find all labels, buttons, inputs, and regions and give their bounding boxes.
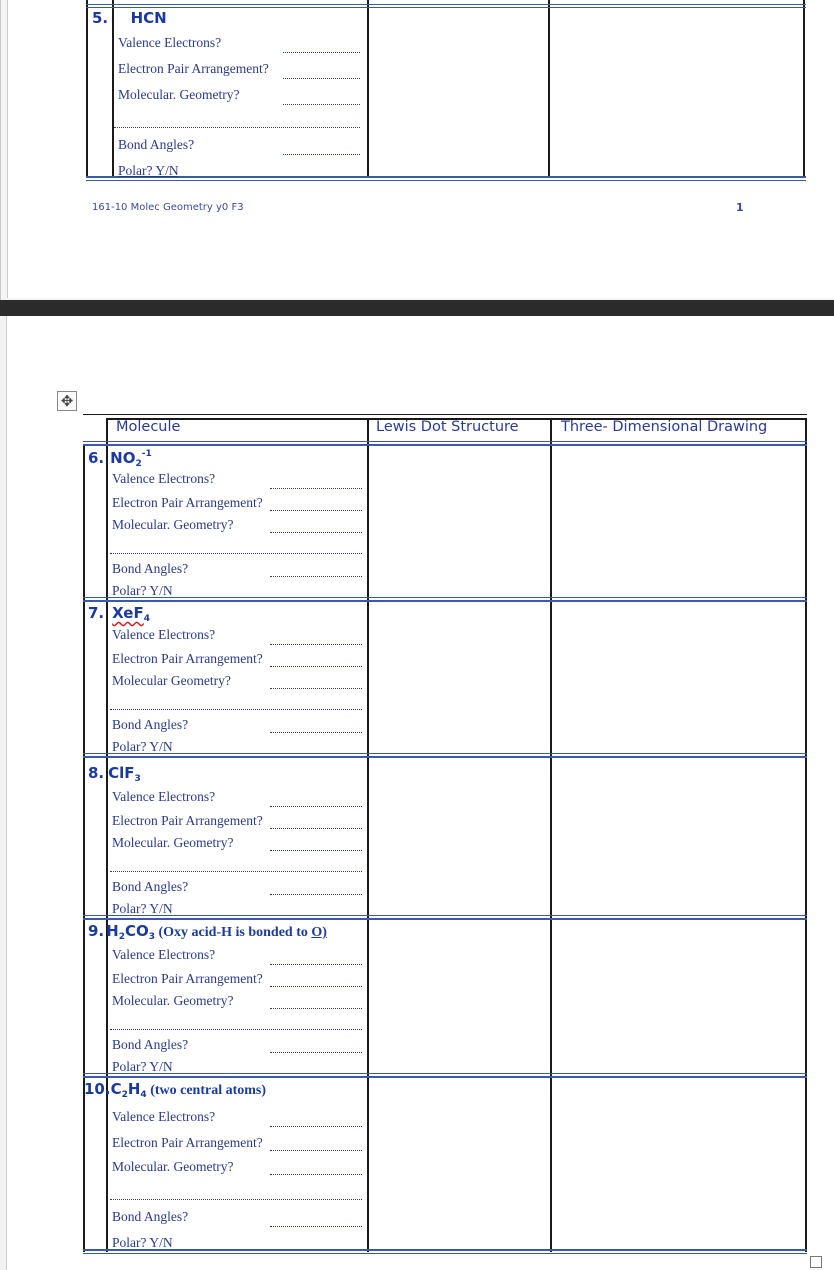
polar-label: Polar? Y/N (112, 1235, 173, 1250)
valence-answer-line[interactable] (283, 52, 360, 53)
table-line (106, 418, 108, 1252)
row-border (83, 1249, 807, 1251)
arrangement-label: Electron Pair Arrangement? (112, 651, 263, 666)
arrangement-answer-line[interactable] (270, 828, 362, 829)
table-line (803, 0, 805, 178)
table-line (367, 418, 369, 1252)
molecule-7-title: 7. XeF$_4$ (88, 604, 150, 624)
angles-answer-line[interactable] (270, 732, 362, 733)
header-lewis-dot-structure: Lewis Dot Structure (376, 419, 519, 435)
geometry-extra-line[interactable] (110, 871, 362, 872)
molecule-8-title: 8. ClF$_3$ (88, 764, 141, 784)
header-molecule: Molecule (116, 419, 181, 435)
geometry-extra-line[interactable] (110, 553, 362, 554)
arrangement-label: Electron Pair Arrangement? (112, 1135, 263, 1150)
arrangement-label: Electron Pair Arrangement? (112, 495, 263, 510)
valence-label: Valence Electrons? (112, 471, 216, 486)
row-border (86, 180, 806, 181)
angles-answer-line[interactable] (270, 1226, 362, 1227)
geometry-label: Molecular. Geometry? (118, 87, 240, 102)
table-line (86, 0, 88, 178)
table-line (83, 445, 85, 1252)
table-line (805, 418, 807, 1252)
polar-label: Polar? Y/N (118, 163, 179, 178)
row-border (86, 176, 806, 178)
polar-label: Polar? Y/N (112, 1059, 173, 1074)
geometry-label: Molecular Geometry? (112, 673, 231, 688)
angles-answer-line[interactable] (270, 894, 362, 895)
molecule-10-title: $10.C_2H_4$ (two central atoms) (84, 1080, 267, 1100)
valence-answer-line[interactable] (270, 644, 362, 645)
footer-doc-name: 161-10 Molec Geometry y0 F3 (92, 202, 244, 213)
valence-answer-line[interactable] (270, 964, 362, 965)
geometry-extra-line[interactable] (114, 127, 360, 128)
arrangement-label: Electron Pair Arrangement? (112, 813, 263, 828)
geometry-label: Molecular. Geometry? (112, 517, 234, 532)
angles-label: Bond Angles? (112, 1037, 189, 1052)
table-line (550, 418, 552, 1252)
geometry-extra-line[interactable] (110, 709, 362, 710)
angles-label: Bond Angles? (112, 717, 189, 732)
header-three-dimensional-drawing: Three- Dimensional Drawing (561, 419, 768, 435)
arrangement-answer-line[interactable] (270, 666, 362, 667)
resize-handle[interactable] (810, 1256, 822, 1268)
row-border (83, 918, 807, 920)
geometry-answer-line[interactable] (283, 104, 360, 105)
geometry-answer-line[interactable] (270, 688, 362, 689)
arrangement-answer-line[interactable] (270, 510, 362, 511)
arrangement-answer-line[interactable] (283, 78, 360, 79)
geometry-extra-line[interactable] (110, 1199, 362, 1200)
polar-label: Polar? Y/N (112, 901, 173, 916)
molecule-5-title: 5. HCN (92, 9, 167, 27)
polar-label: Polar? Y/N (112, 739, 173, 754)
valence-label: Valence Electrons? (118, 35, 222, 50)
molecule-6-title: 6. $NO_2^{-1}$ (88, 449, 152, 469)
valence-label: Valence Electrons? (112, 789, 216, 804)
row-border (83, 756, 807, 758)
valence-label: Valence Electrons? (112, 947, 216, 962)
geometry-answer-line[interactable] (270, 1174, 362, 1175)
arrangement-label: Electron Pair Arrangement? (112, 971, 263, 986)
valence-answer-line[interactable] (270, 1126, 362, 1127)
angles-label: Bond Angles? (112, 1209, 189, 1224)
arrangement-answer-line[interactable] (270, 1150, 362, 1151)
row-border (83, 444, 807, 446)
angles-answer-line[interactable] (270, 1052, 362, 1053)
polar-label: Polar? Y/N (112, 583, 173, 598)
row-border (83, 600, 807, 602)
geometry-answer-line[interactable] (270, 850, 362, 851)
row-border (86, 4, 806, 5)
table-top-border (83, 414, 807, 415)
row-border (86, 7, 806, 8)
row-border (83, 1076, 807, 1078)
table-line (548, 0, 550, 178)
arrangement-label: Electron Pair Arrangement? (118, 61, 269, 76)
geometry-label: Molecular. Geometry? (112, 993, 234, 1008)
page-gap (0, 300, 834, 316)
row-border (83, 753, 807, 754)
row-border (83, 915, 807, 916)
valence-answer-line[interactable] (270, 488, 362, 489)
angles-answer-line[interactable] (283, 154, 360, 155)
geometry-answer-line[interactable] (270, 1008, 362, 1009)
molecule-9-title: 9. $H_2CO_3$ (Oxy acid-H is bonded to O) (88, 922, 327, 942)
geometry-label: Molecular. Geometry? (112, 835, 234, 850)
valence-label: Valence Electrons? (112, 627, 216, 642)
row-border (83, 597, 807, 598)
geometry-label: Molecular. Geometry? (112, 1159, 234, 1174)
table-move-handle-icon[interactable]: ✥ (57, 391, 77, 411)
row-border (83, 1253, 807, 1254)
angles-label: Bond Angles? (118, 137, 195, 152)
angles-label: Bond Angles? (112, 879, 189, 894)
page-number: 1 (736, 201, 744, 214)
row-border (83, 441, 807, 442)
valence-label: Valence Electrons? (112, 1109, 216, 1124)
angles-label: Bond Angles? (112, 561, 189, 576)
geometry-extra-line[interactable] (110, 1029, 362, 1030)
table-line (367, 0, 369, 178)
geometry-answer-line[interactable] (270, 532, 362, 533)
valence-answer-line[interactable] (270, 806, 362, 807)
angles-answer-line[interactable] (270, 576, 362, 577)
arrangement-answer-line[interactable] (270, 986, 362, 987)
row-border (83, 1073, 807, 1074)
